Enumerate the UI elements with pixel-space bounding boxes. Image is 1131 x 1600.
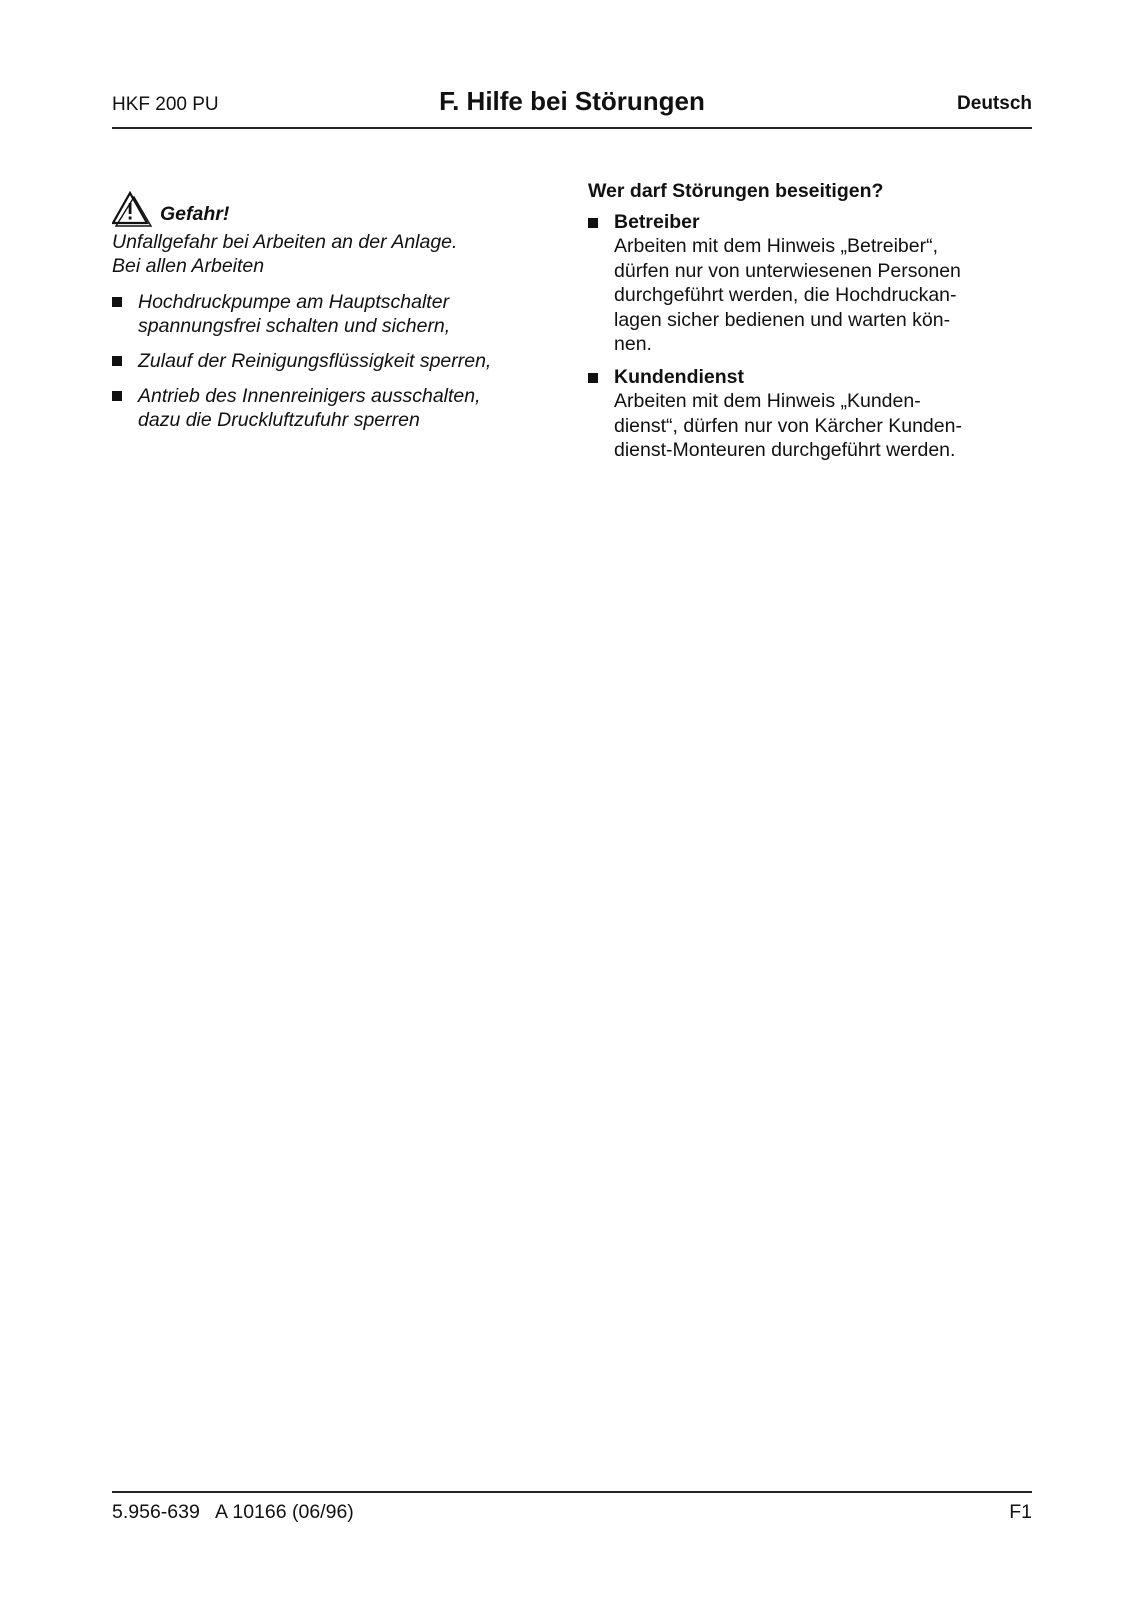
list-item-line: dienst-Monteuren durchgeführt werden.: [614, 439, 956, 461]
list-item-line: dürfen nur von unterwiesenen Personen: [614, 259, 961, 282]
list-item-heading: Kundendienst: [614, 365, 744, 388]
footer-divider: [112, 1491, 1032, 1493]
responsibility-section: [588, 179, 1018, 471]
list-item-line: Zulauf der Reinigungsflüssigkeit sperren,: [138, 350, 492, 372]
warning-line: Unfallgefahr bei Arbeiten an der Anlage.: [112, 231, 458, 253]
list-item: [588, 365, 1018, 463]
bullet-square-icon: [112, 391, 122, 401]
model-label: HKF 200 PU: [112, 94, 219, 115]
list-item-line: durchgeführt werden, die Hochdruckan-: [614, 284, 957, 306]
list-item-line: Arbeiten mit dem Hinweis „Betreiber“,: [614, 235, 939, 257]
header-divider: [112, 127, 1032, 129]
warning-title: Gefahr!: [160, 203, 230, 225]
warning-text: [112, 230, 552, 278]
warning-section: [112, 190, 552, 432]
list-item: [112, 349, 552, 373]
list-item-line: nen.: [614, 333, 652, 355]
warning-bullet-list: [112, 290, 552, 432]
list-item-line: dazu die Druckluftzufuhr sperren: [138, 409, 420, 431]
page-number: F1: [1009, 1501, 1032, 1523]
language-label: Deutsch: [957, 93, 1032, 114]
bullet-square-icon: [112, 297, 122, 307]
page-title: F. Hilfe bei Störungen: [439, 86, 705, 116]
bullet-square-icon: [112, 356, 122, 366]
list-item-line: lagen sicher bedienen und warten kön-: [614, 308, 951, 331]
list-item: [588, 210, 1018, 357]
list-item-line: Hochdruckpumpe am Hauptschalter: [138, 291, 450, 313]
list-item-line: Antrieb des Innenreinigers ausschalten,: [138, 385, 481, 407]
bullet-square-icon: [588, 373, 598, 383]
warning-line: Bei allen Arbeiten: [112, 255, 265, 277]
list-item-heading: Betreiber: [614, 210, 700, 233]
warning-heading: [112, 190, 552, 230]
warning-triangle-icon: [112, 190, 152, 228]
responsibility-list: [588, 210, 1018, 463]
section-heading: Wer darf Störungen beseitigen?: [588, 180, 884, 202]
page-header: [112, 86, 1032, 126]
bullet-square-icon: [588, 218, 598, 228]
list-item: [112, 384, 552, 432]
list-item-line: dienst“, dürfen nur von Kärcher Kunden-: [614, 414, 962, 437]
list-item-line: spannungsfrei schalten und sichern,: [138, 315, 451, 337]
list-item-line: Arbeiten mit dem Hinweis „Kunden-: [614, 390, 921, 412]
list-item: [112, 290, 552, 338]
doc-number: 5.956-639 A 10166 (06/96): [112, 1501, 354, 1523]
